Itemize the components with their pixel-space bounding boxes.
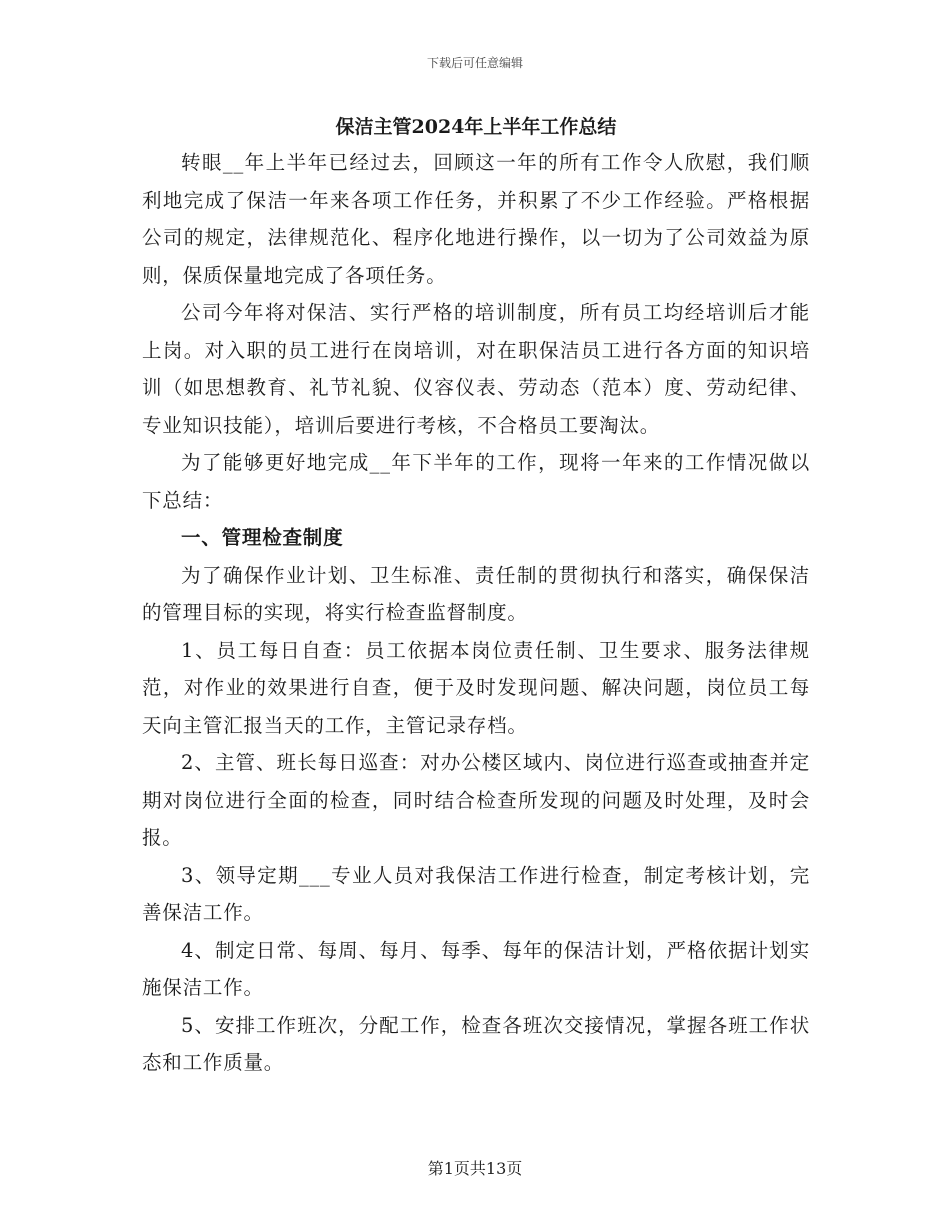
list-item: 4、制定日常、每周、每月、每季、每年的保洁计划，严格依据计划实施保洁工作。 xyxy=(142,938,810,999)
list-item: 2、主管、班长每日巡查：对办公楼区域内、岗位进行巡查或抽查并定期对岗位进行全面的检查，同时结合检查所发现的问题及时处理，及时会报。 xyxy=(142,751,810,849)
header-note: 下载后可任意编辑 xyxy=(426,56,523,70)
section-heading: 一、管理检查制度 xyxy=(181,526,344,549)
document-title: 保洁主管2024年上半年工作总结 xyxy=(335,116,617,138)
section-intro: 为了确保作业计划、卫生标准、责任制的贯彻执行和落实，确保保洁的管理目标的实现，将实行检查监督制度。 xyxy=(142,563,810,624)
paragraph-training: 公司今年将对保洁、实行严格的培训制度，所有员工均经培训后才能上岗。对入职的员工进行在岗培训，对在职保洁员工进行各方面的知识培训（如思想教育、礼节礼貌、仪容仪表、劳动态（范本）度、劳动纪律、专业知识技能），培训后要进行考核，不合格员工要淘汰。 xyxy=(142,301,810,437)
list-item: 1、员工每日自查：员工依据本岗位责任制、卫生要求、服务法律规范，对作业的效果进行自查，便于及时发现问题、解决问题，岗位员工每天向主管汇报当天的工作，主管记录存档。 xyxy=(142,638,810,737)
list-item: 3、领导定期___专业人员对我保洁工作进行检查，制定考核计划，完善保洁工作。 xyxy=(142,863,810,924)
paragraph-summary-lead: 为了能够更好地完成__年下半年的工作，现将一年来的工作情况做以下总结： xyxy=(142,451,810,512)
document-body xyxy=(142,112,810,1082)
list-item: 5、安排工作班次，分配工作，检查各班次交接情况，掌握各班工作状态和工作质量。 xyxy=(142,1013,810,1074)
paragraph-intro: 转眼__年上半年已经过去，回顾这一年的所有工作令人欣慰，我们顺利地完成了保洁一年来各项工作任务，并积累了不少工作经验。严格根据公司的规定，法律规范化、程序化地进行操作，以一切为了公司效益为原则，保质保量地完成了各项任务。 xyxy=(142,151,810,287)
page-number: 第1页共13页 xyxy=(427,1159,523,1178)
